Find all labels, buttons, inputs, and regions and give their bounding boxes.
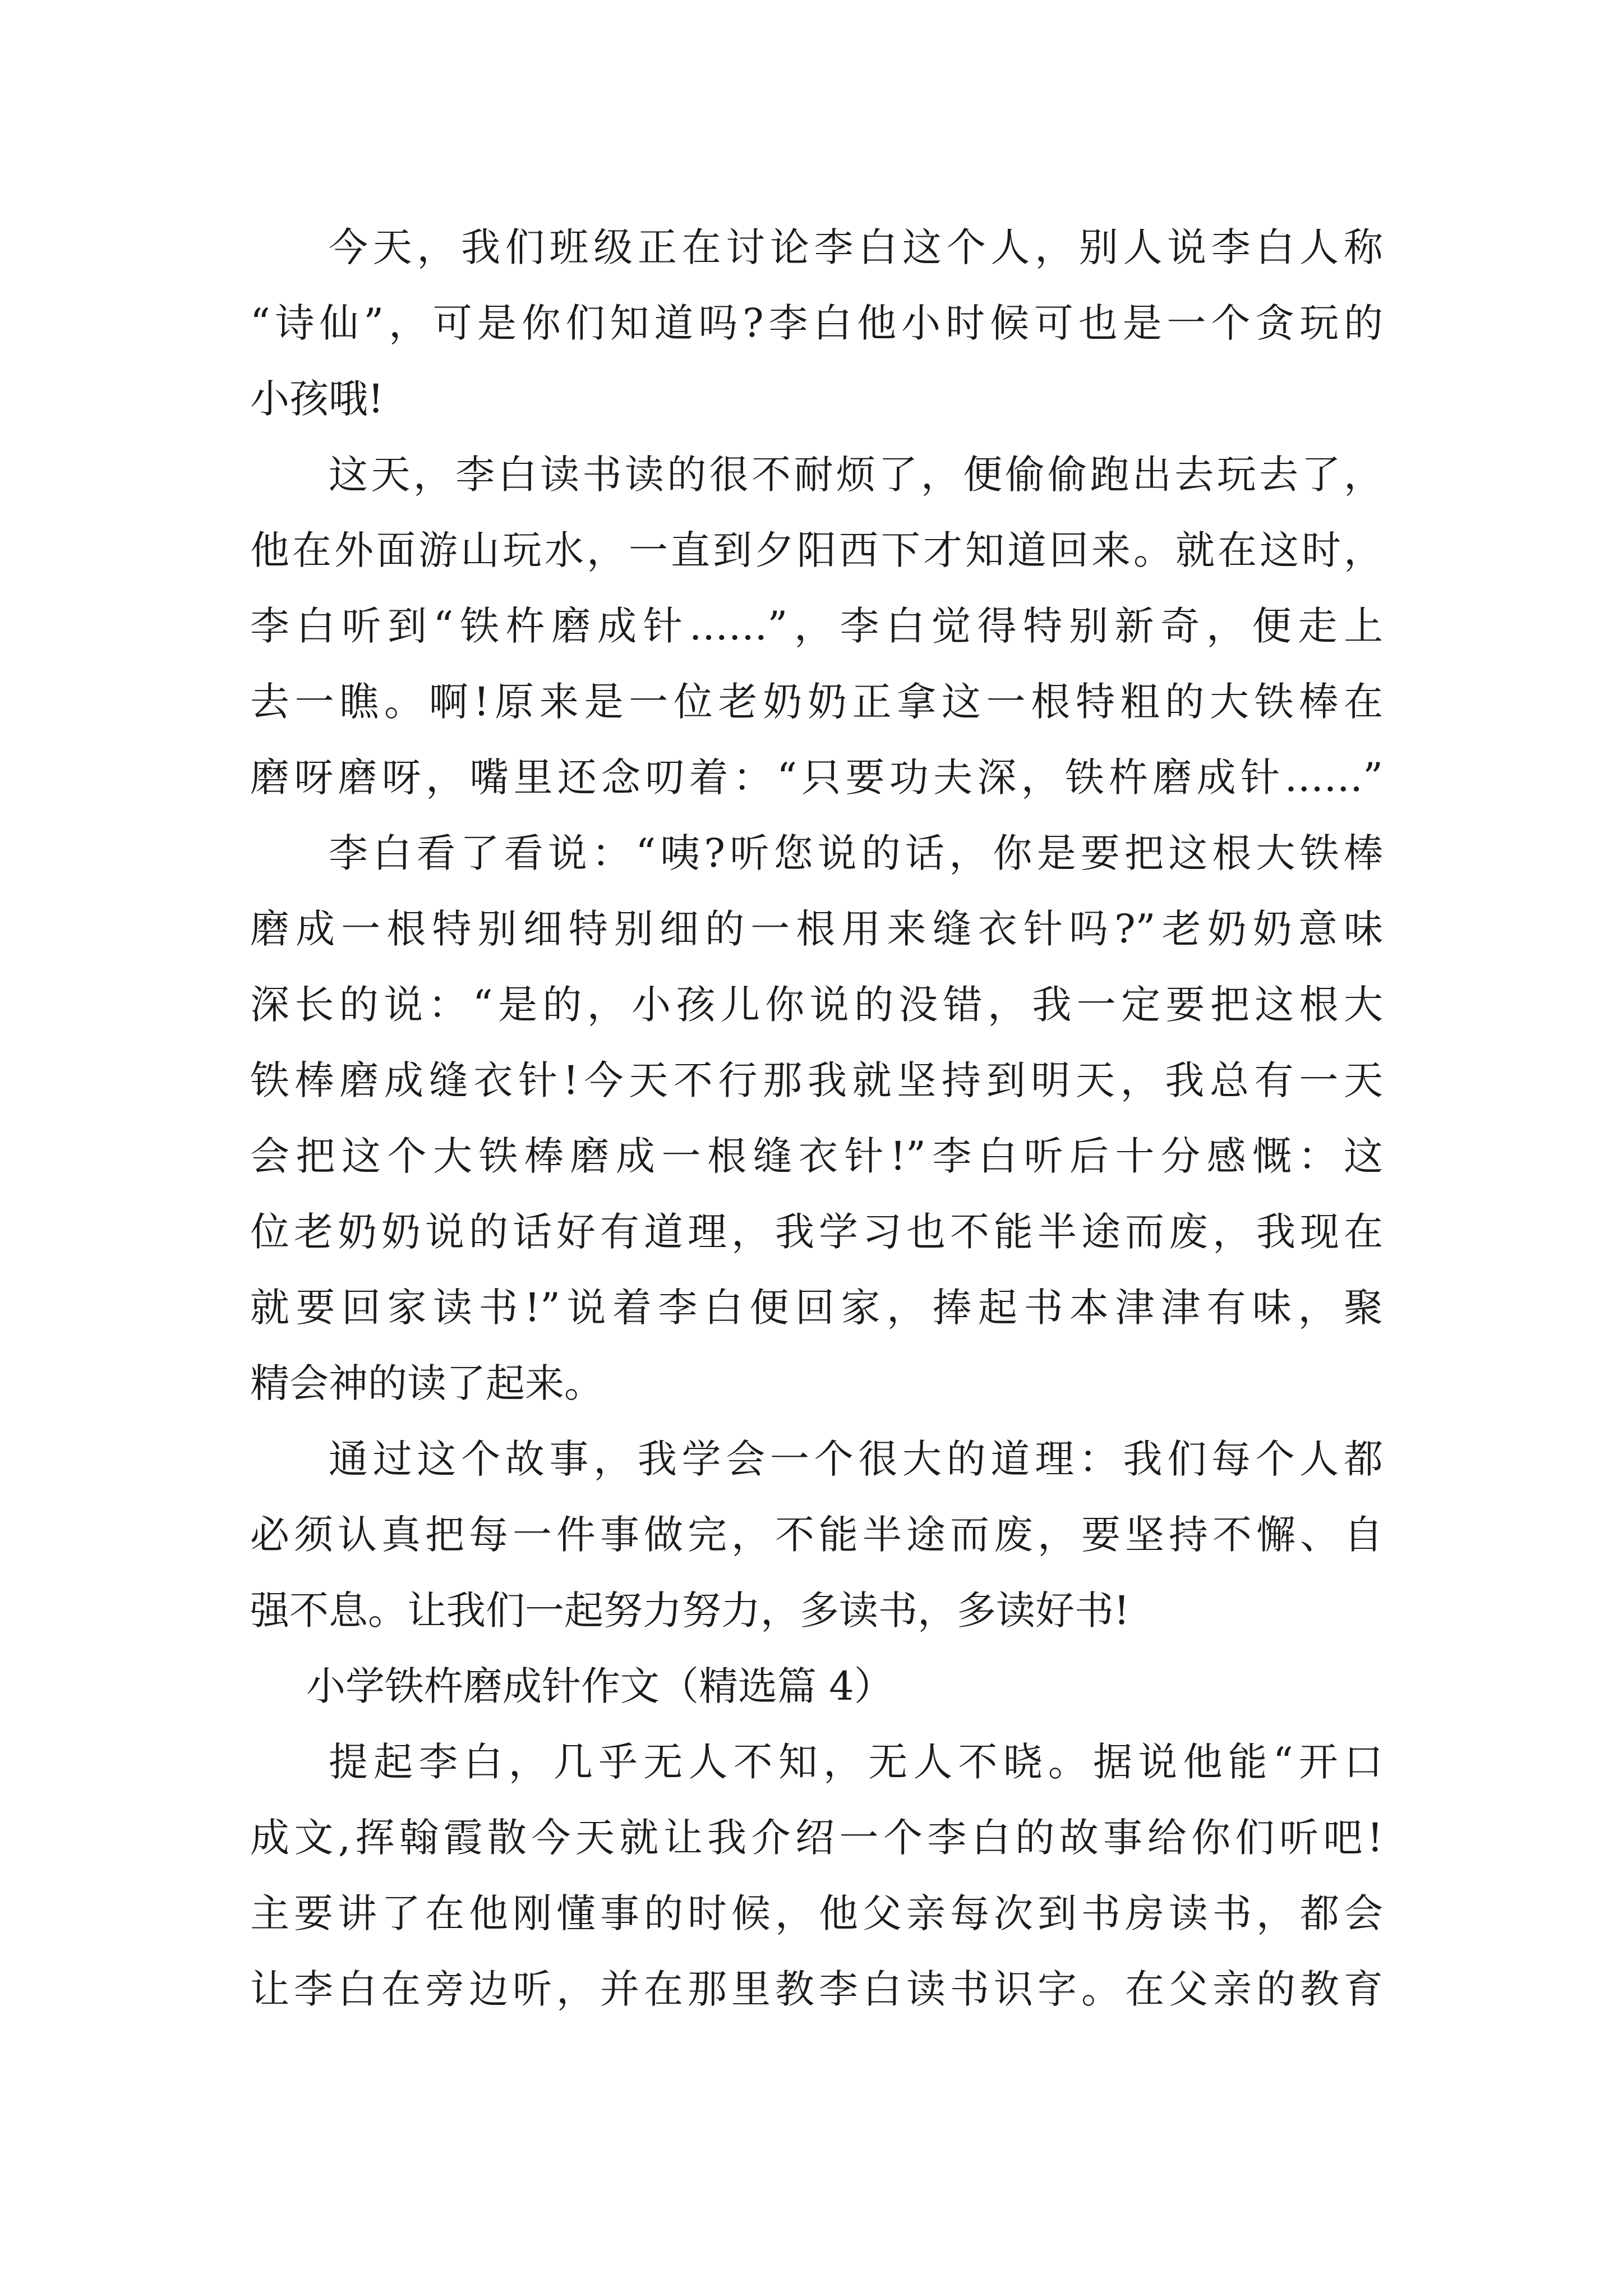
paragraph-4-line-1: 通过这个故事，我学会一个很大的道理：我们每个人都 xyxy=(329,1436,1383,1482)
paragraph-3-line-2: 磨成一根特别细特别细的一根用来缝衣针吗?”老奶奶意味 xyxy=(250,906,1383,952)
paragraph-5-line-2: 成文,挥翰霞散今天就让我介绍一个李白的故事给你们听吧! xyxy=(250,1815,1383,1861)
paragraph-3-line-3: 深长的说：“是的，小孩儿你说的没错，我一定要把这根大 xyxy=(250,982,1383,1028)
paragraph-2-line-4: 去一瞧。啊!原来是一位老奶奶正拿这一根特粗的大铁棒在 xyxy=(250,679,1383,725)
paragraph-4-line-2: 必须认真把每一件事做完，不能半途而废，要坚持不懈、自 xyxy=(250,1512,1383,1558)
section-heading: 小学铁杵磨成针作文（精选篇 4） xyxy=(306,1663,893,1709)
paragraph-3-line-4: 铁棒磨成缝衣针!今天不行那我就坚持到明天，我总有一天 xyxy=(250,1057,1383,1103)
paragraph-2-line-2: 他在外面游山玩水，一直到夕阳西下才知道回来。就在这时， xyxy=(250,527,1383,573)
paragraph-3-line-1: 李白看了看说：“咦?听您说的话，你是要把这根大铁棒 xyxy=(329,830,1383,876)
paragraph-2-line-1: 这天，李白读书读的很不耐烦了，便偷偷跑出去玩去了， xyxy=(329,452,1383,498)
paragraph-3-line-8: 精会神的读了起来。 xyxy=(250,1360,603,1406)
paragraph-3-line-5: 会把这个大铁棒磨成一根缝衣针!”李白听后十分感慨：这 xyxy=(250,1133,1383,1179)
paragraph-3-line-6: 位老奶奶说的话好有道理，我学习也不能半途而废，我现在 xyxy=(250,1209,1383,1255)
paragraph-3-line-7: 就要回家读书!”说着李白便回家，捧起书本津津有味，聚 xyxy=(250,1285,1383,1331)
paragraph-5-line-4: 让李白在旁边听，并在那里教李白读书识字。在父亲的教育 xyxy=(250,1966,1383,2012)
paragraph-5-line-3: 主要讲了在他刚懂事的时候，他父亲每次到书房读书，都会 xyxy=(250,1890,1383,1936)
paragraph-1-line-1: 今天，我们班级正在讨论李白这个人，别人说李白人称 xyxy=(329,224,1383,270)
essay-body xyxy=(250,210,1383,2027)
paragraph-5-line-1: 提起李白，几乎无人不知，无人不晓。据说他能“开口 xyxy=(329,1739,1383,1785)
paragraph-1-line-2: “诗仙”，可是你们知道吗?李白他小时候可也是一个贪玩的 xyxy=(250,300,1383,346)
paragraph-4-line-3: 强不息。让我们一起努力努力，多读书，多读好书! xyxy=(250,1588,1130,1634)
paragraph-2-line-5: 磨呀磨呀，嘴里还念叨着：“只要功夫深，铁杵磨成针……” xyxy=(250,754,1383,800)
paragraph-2-line-3: 李白听到“铁杵磨成针……”，李白觉得特别新奇，便走上 xyxy=(250,603,1383,649)
paragraph-1-line-3: 小孩哦! xyxy=(250,376,384,422)
